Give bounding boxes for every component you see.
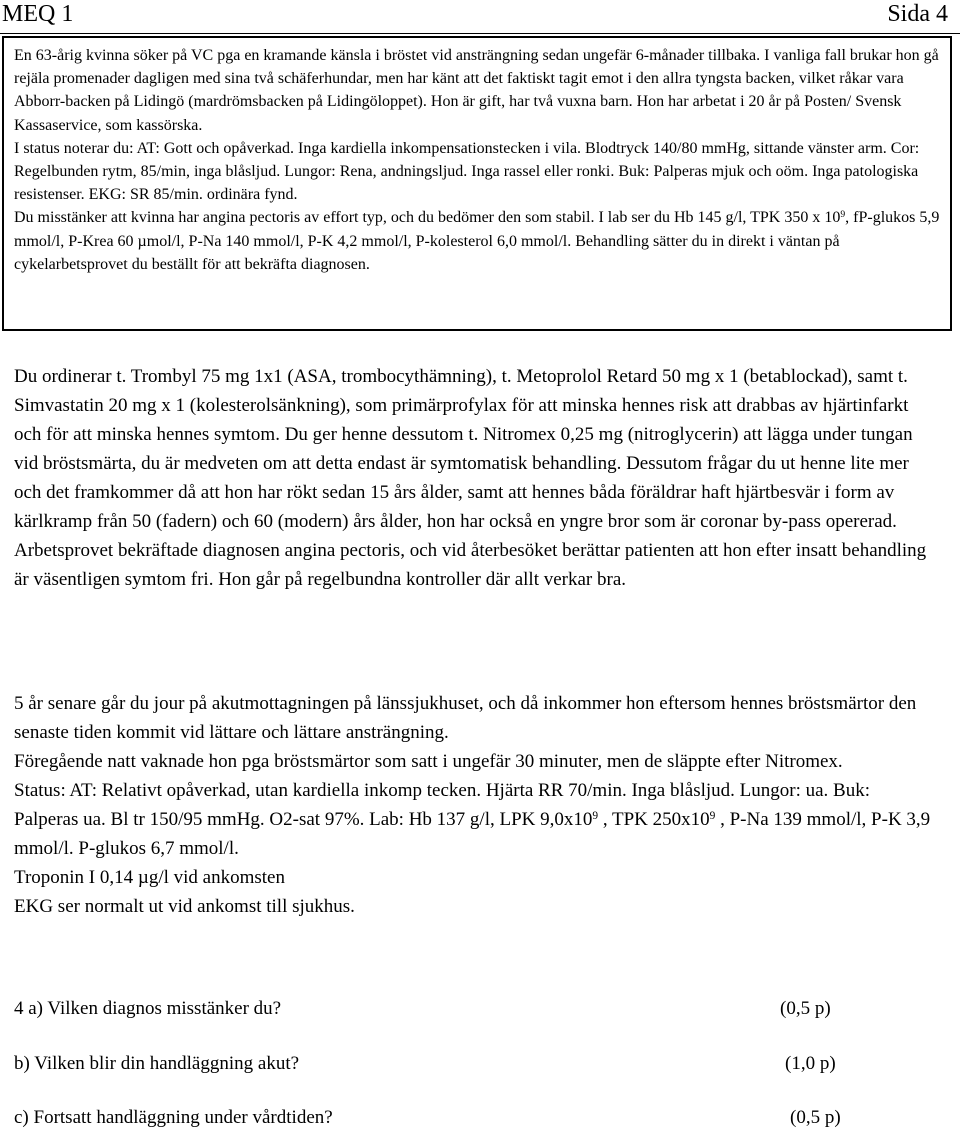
- question-4b-points: (1,0 p): [785, 1053, 836, 1074]
- header-divider: [0, 33, 960, 34]
- case-lab-exponent: 9: [840, 209, 846, 221]
- question-4b: b) Vilken blir din handläggning akut?: [14, 1053, 300, 1074]
- tpk-exponent: 9: [709, 809, 716, 822]
- status-text-c: , P-Na 139 mmol/l, P-K 3,9 mmol/l. P-glukos 6,7 mmol/l.: [14, 809, 931, 859]
- ecg-line: EKG ser normalt ut vid ankomst till sjukhus.: [14, 896, 355, 917]
- troponin-line: Troponin I 0,14 µg/l vid ankomsten: [14, 867, 285, 888]
- question-4a: 4 a) Vilken diagnos misstänker du?: [14, 998, 282, 1019]
- case-lab-paragraph: [14, 206, 940, 276]
- emergency-section: [14, 689, 934, 921]
- case-lab-text-b: , fP-glukos 5,9 mmol/l, P-Krea 60 µmol/l, P-Na 140 mmol/l, P-K 4,2 mmol/l, P-kolesterol 6,0 mmol/l. Behandling sätter du in direkt i väntan på cykelarbetsprovet du beställt för att bekräfta diagnosen.: [14, 209, 940, 273]
- treatment-section: [14, 362, 934, 594]
- lpk-exponent: 9: [592, 809, 599, 822]
- followup-paragraph: Arbetsprovet bekräftade diagnosen angina pectoris, och vid återbesöket berättar patienten att hon efter insatt behandling är väsentligen symtom fri. Hon går på regelbundna kontroller där allt verkar bra.: [14, 540, 927, 590]
- emergency-status-paragraph: [14, 776, 934, 863]
- question-4c-points: (0,5 p): [790, 1107, 841, 1128]
- night-pain-paragraph: Föregående natt vaknade hon pga bröstsmärtor som satt i ungefär 30 minuter, men de släppte efter Nitromex.: [14, 751, 843, 772]
- case-description-box: [2, 36, 952, 331]
- emergency-intro-paragraph: 5 år senare går du jour på akutmottagningen på länssjukhuset, och då inkommer hon eftersom hennes bröstsmärtor den senaste tiden kommit vid lättare och lättare ansträngning.: [14, 693, 917, 743]
- page-header: [0, 0, 960, 34]
- case-intro-paragraph: En 63-årig kvinna söker på VC pga en kramande känsla i bröstet vid ansträngning sedan ungefär 6-månader tillbaka. I vanliga fall brukar hon gå rejäla promenader dagligen med sina två schäferhundar, men har känt att det faktiskt tagit emot i den allra tyngsta backen, vilket råkar vara Abborr-backen på Lidingö (mardrömsbacken på Lidingöloppet). Hon är gift, har två vuxna barn. Hon har arbetat i 20 år på Posten/ Svensk Kassaservice, som kassörska.: [14, 47, 939, 134]
- question-4c: c) Fortsatt handläggning under vårdtiden?: [14, 1107, 333, 1128]
- treatment-paragraph: Du ordinerar t. Trombyl 75 mg 1x1 (ASA, trombocythämning), t. Metoprolol Retard 50 mg x 1 (betablockad), samt t. Simvastatin 20 mg x 1 (kolesterolsänkning), som primärprofylax för att minska hennes risk att drabbas av hjärtinfarkt och för att minska hennes symtom. Du ger henne dessutom t. Nitromex 0,25 mg (nitroglycerin) att lägga under tungan vid bröstsmärta, du är medveten om att detta endast är symtomatisk behandling. Dessutom frågar du ut henne lite mer och det framkommer då att hon har rökt sedan 15 års ålder, samt att hennes båda föräldrar haft hjärtbesvär i form av kärlkramp från 50 (fadern) och 60 (modern) års ålder, hon har också en yngre bror som är coronar by-pass opererad.: [14, 366, 913, 532]
- status-text-a: Status: AT: Relativt opåverkad, utan kardiella inkomp tecken. Hjärta RR 70/min. Inga blåsljud. Lungor: ua. Buk: Palperas ua. Bl tr 150/95 mmHg. O2-sat 97%. Lab: Hb 137 g/l, LPK 9,0x10: [14, 780, 871, 830]
- question-4a-points: (0,5 p): [780, 998, 831, 1019]
- status-text-b: , TPK 250x10: [598, 809, 710, 830]
- case-lab-text-a: Du misstänker att kvinna har angina pectoris av effort typ, och du bedömer den som stabil. I lab ser du Hb 145 g/l, TPK 350 x 10: [14, 209, 841, 227]
- case-status-paragraph: I status noterar du: AT: Gott och opåverkad. Inga kardiella inkompensationstecken i vila. Blodtryck 140/80 mmHg, sittande vänster arm. Cor: Regelbunden rytm, 85/min, inga blåsljud. Lungor: Rena, andningsljud. Inga rassel eller ronki. Buk: Palperas mjuk och oöm. Inga patologiska resistenser. EKG: SR 85/min. ordinära fynd.: [14, 139, 920, 204]
- page-number: Sida 4: [887, 1, 948, 27]
- exam-title: MEQ 1: [2, 1, 74, 27]
